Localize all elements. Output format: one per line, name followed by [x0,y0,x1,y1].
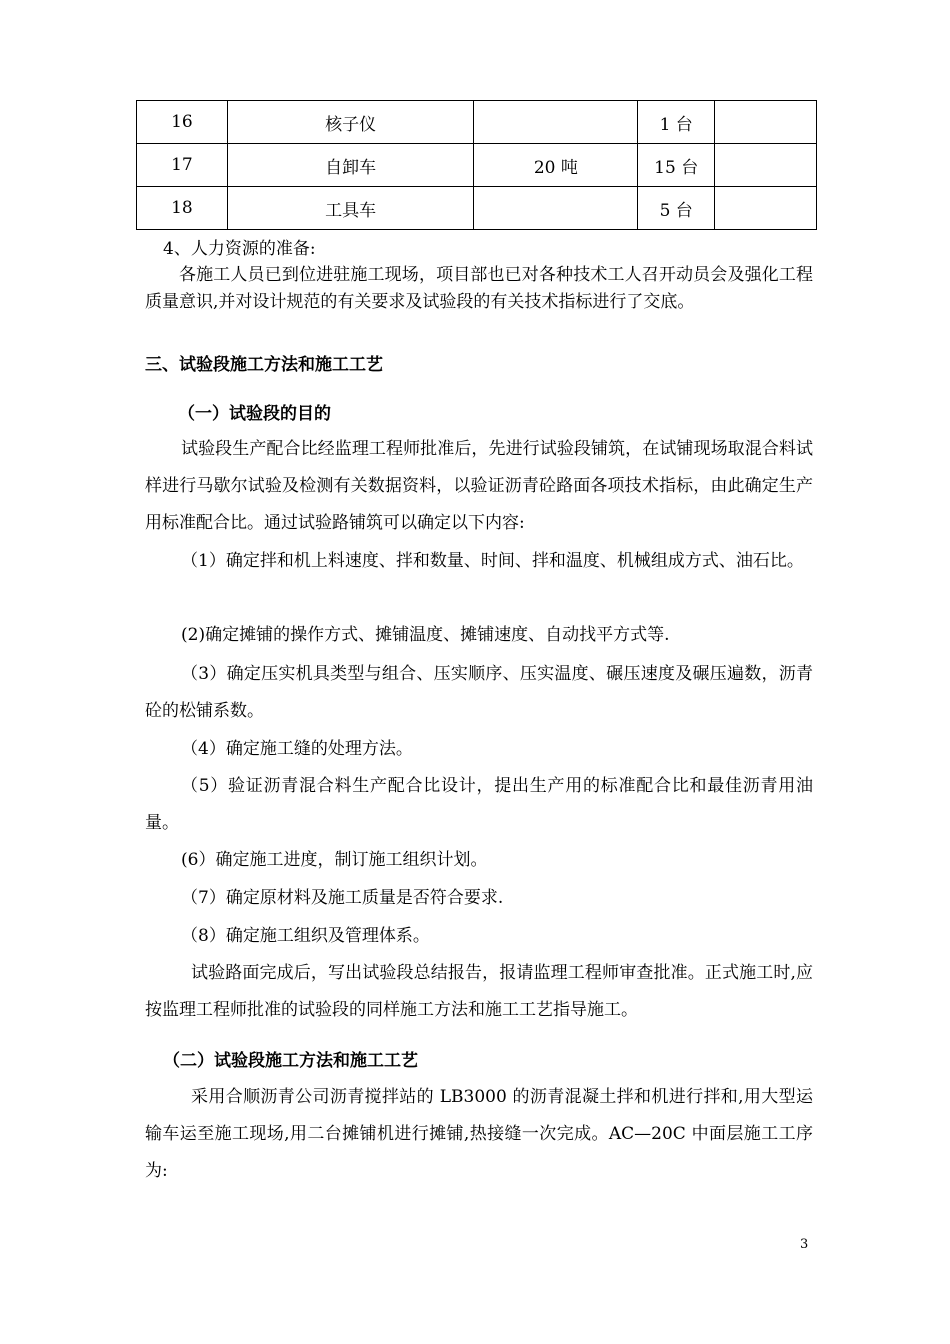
table-row [137,187,817,230]
item-2: (2)确定摊铺的操作方式、摊铺温度、摊铺速度、自动找平方式等. [181,625,670,645]
item-4: （4）确定施工缝的处理方法。 [181,739,413,759]
subsection-2-paragraph: 采用合顺沥青公司沥青搅拌站的 LB3000 的沥青混凝土拌和机进行拌和,用大型运输车运至施工现场,用二台摊铺机进行摊铺,热接缝一次完成。AC—20C 中面层施工工序为: [145,1087,813,1181]
equipment-qty: 1 台 [638,101,715,144]
equipment-name: 核子仪 [227,101,474,144]
item-8: （8）确定施工组织及管理体系。 [181,926,430,946]
item-7: （7）确定原材料及施工质量是否符合要求. [181,888,504,908]
page-number: 3 [800,1237,809,1252]
equipment-qty: 5 台 [638,187,715,230]
table-row [137,101,817,144]
equipment-table [136,100,817,230]
table-row [137,144,817,187]
subsection-2-heading: （二）试验段施工方法和施工工艺 [163,1051,418,1071]
equipment-name: 工具车 [227,187,474,230]
equipment-spec: 20 吨 [474,144,638,187]
row-number: 16 [137,101,228,144]
hr-paragraph: 各施工人员已到位进驻施工现场，项目部也已对各种技术工人召开动员会及强化工程质量意识,并对设计规范的有关要求及试验段的有关技术指标进行了交底。 [145,265,813,312]
hr-heading: 4、人力资源的准备: [163,239,316,259]
equipment-note [715,144,817,187]
subsection-1-paragraph: 试验段生产配合比经监理工程师批准后，先进行试验段铺筑，在试铺现场取混合料试样进行马歇尔试验及检测有关数据资料，以验证沥青砼路面各项技术指标，由此确定生产用标准配合比。通过试验路铺筑可以确定以下内容: [145,439,813,533]
equipment-note [715,187,817,230]
equipment-qty: 15 台 [638,144,715,187]
equipment-spec [474,101,638,144]
row-number: 17 [137,144,228,187]
item-1: （1）确定拌和机上料速度、拌和数量、时间、拌和温度、机械组成方式、油石比。 [181,551,804,571]
item-6: (6）确定施工进度，制订施工组织计划。 [181,850,488,870]
subsection-1-heading: （一）试验段的目的 [178,404,331,424]
section-3-heading: 三、试验段施工方法和施工工艺 [145,355,383,375]
item-5: （5）验证沥青混合料生产配合比设计，提出生产用的标准配合比和最佳沥青用油量。 [145,776,813,833]
conclusion-paragraph: 试验路面完成后，写出试验段总结报告，报请监理工程师审查批准。正式施工时,应按监理工程师批准的试验段的同样施工方法和施工工艺指导施工。 [145,963,813,1020]
equipment-note [715,101,817,144]
equipment-spec [474,187,638,230]
item-3: （3）确定压实机具类型与组合、压实顺序、压实温度、碾压速度及碾压遍数，沥青砼的松铺系数。 [145,664,813,721]
equipment-name: 自卸车 [227,144,474,187]
row-number: 18 [137,187,228,230]
